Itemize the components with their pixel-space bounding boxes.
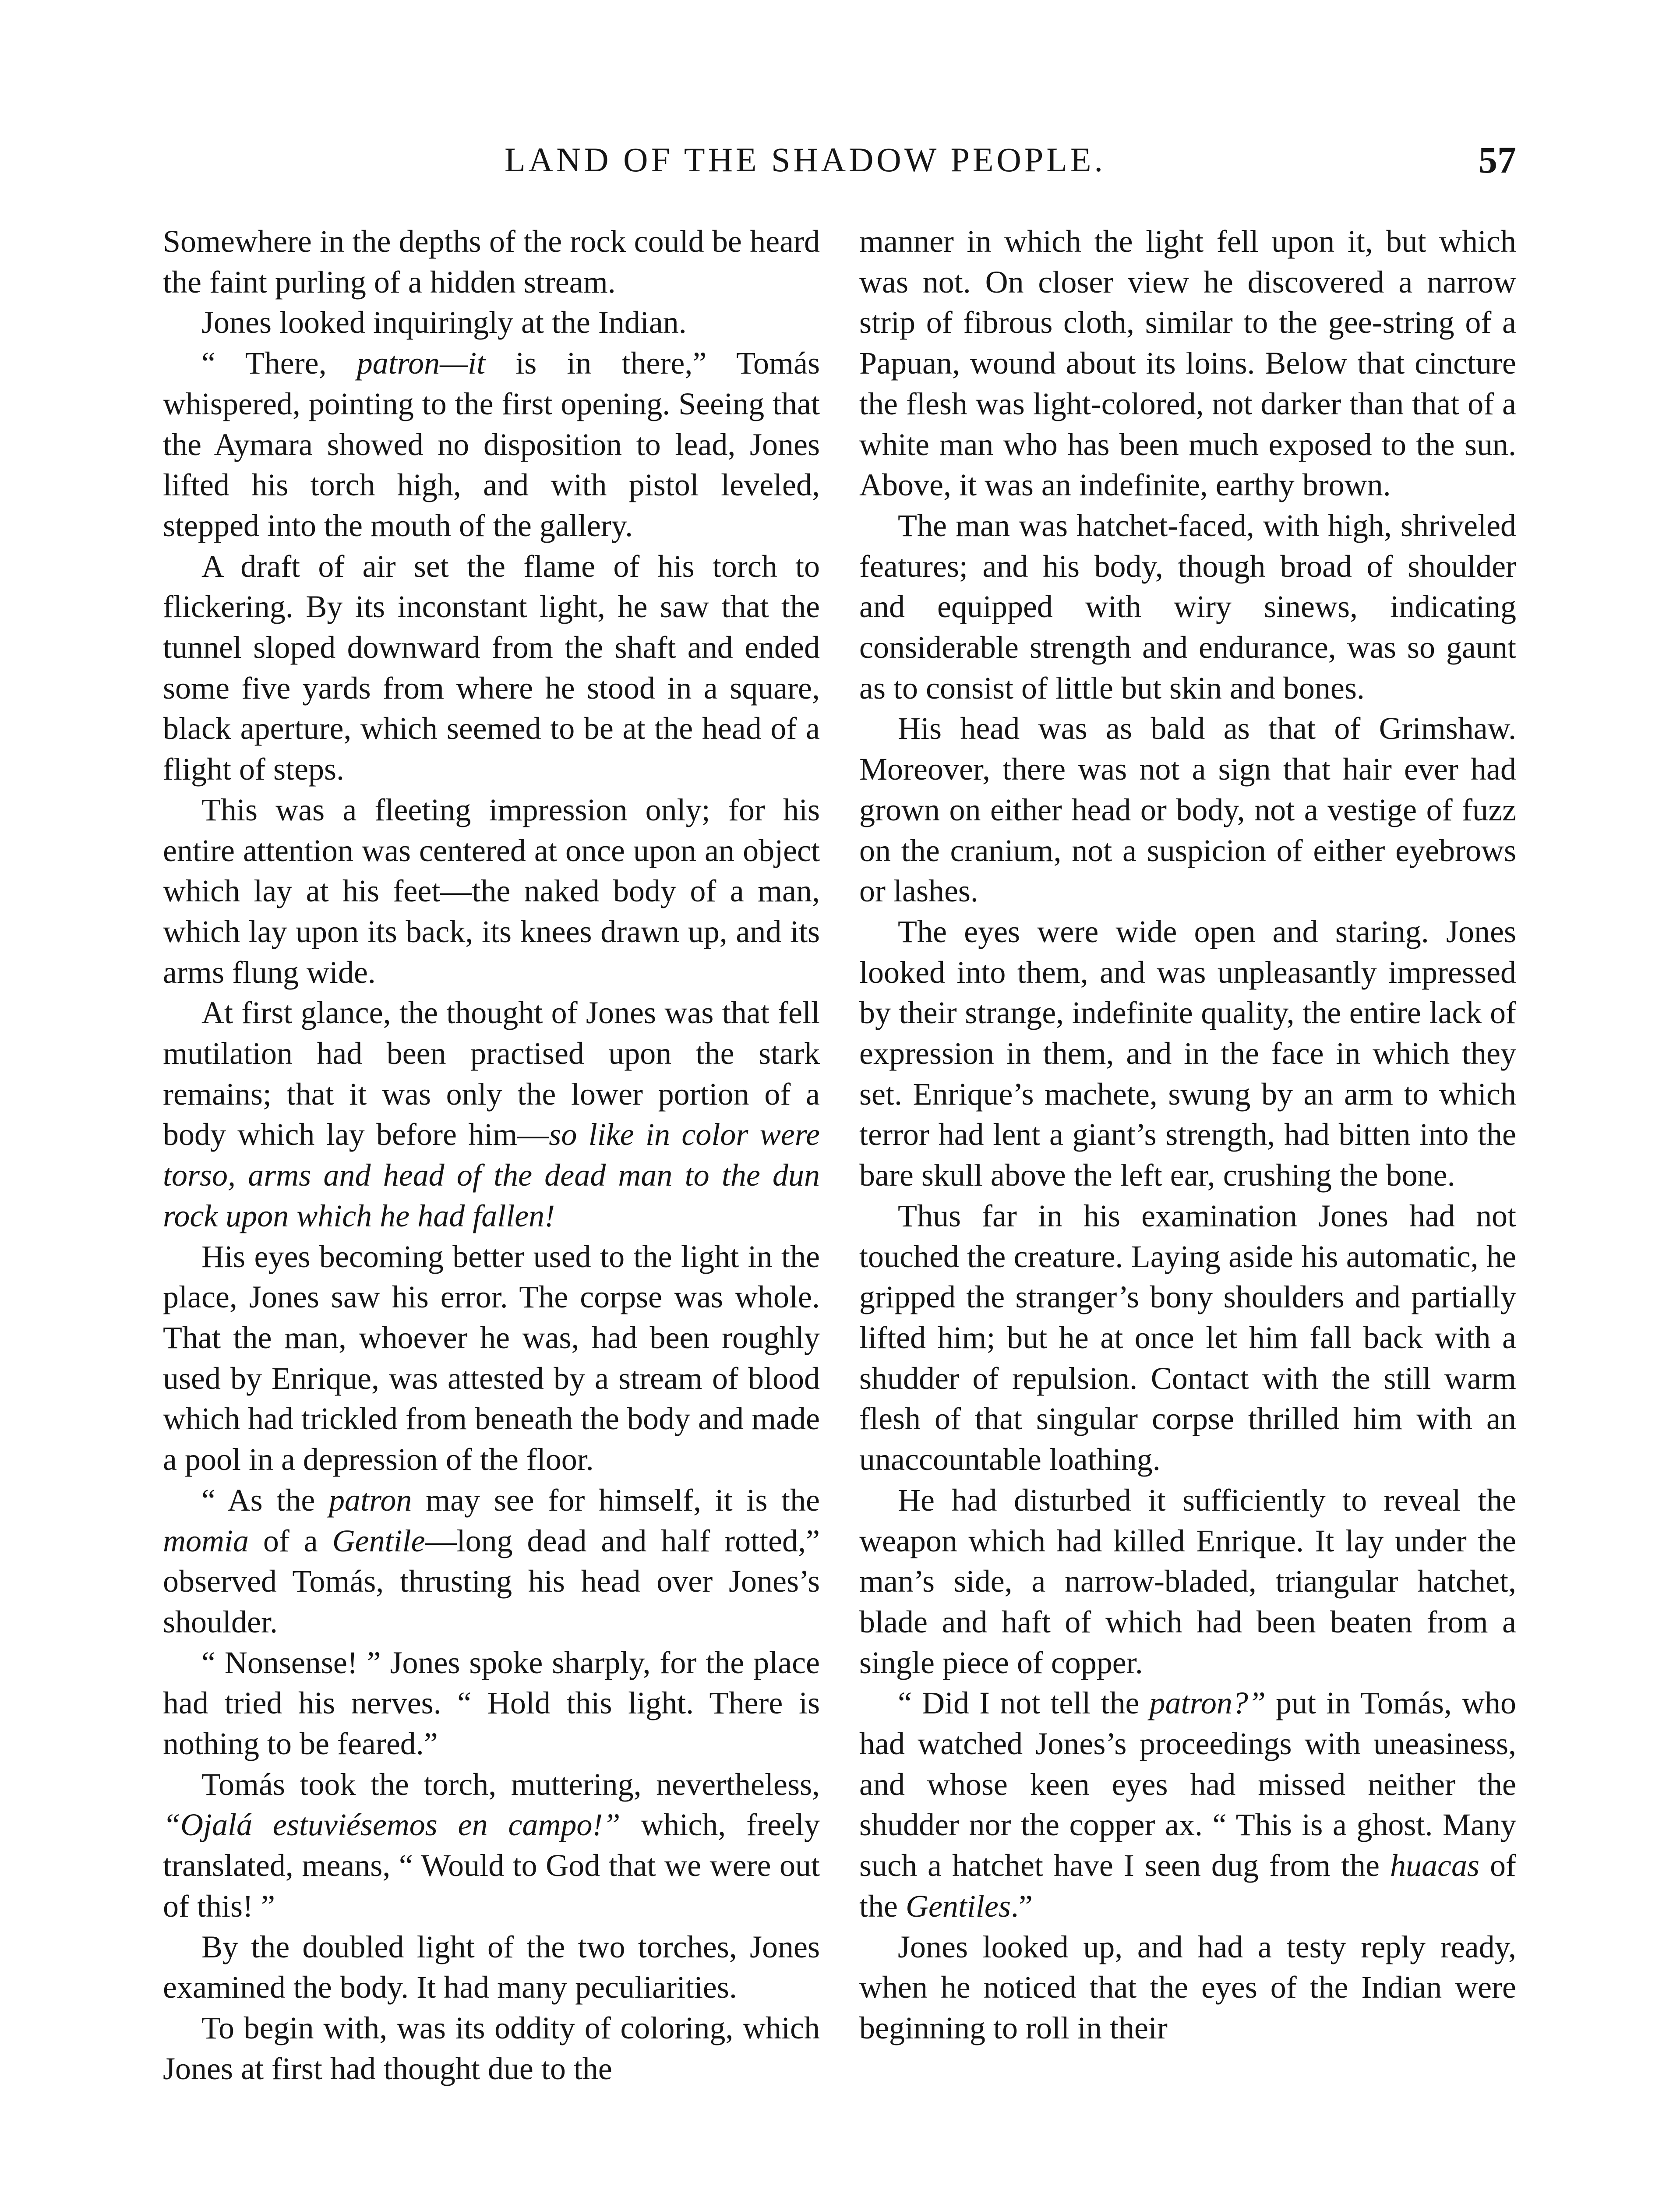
running-title: LAND OF THE SHADOW PEOPLE. [505, 141, 1106, 179]
text-run: At first glance, the thought of Jones was that fell mutilation had been practised upon the stark remains; that it was only the lower portion of a body which lay before him— [163, 995, 820, 1152]
italic-text: Gentile [332, 1523, 425, 1558]
paragraph [859, 1683, 1516, 1926]
paragraph: To begin with, was its oddity of coloring, which Jones at first had thought due to the [163, 2010, 820, 2086]
paragraph: The man was hatchet-faced, with high, shriveled features; and his body, though broad of shoulder and equipped with wiry sinews, indicating considerable strength and endurance, was so gaunt as to consist of little but skin and bones. [859, 508, 1516, 706]
paragraph: By the doubled light of the two torches, Jones examined the body. It had many peculiarities. [163, 1929, 820, 2005]
italic-text: Gentiles [905, 1888, 1011, 1924]
paragraph: Somewhere in the depths of the rock could be heard the faint purling of a hidden stream. [163, 224, 820, 300]
paragraph: “ Nonsense! ” Jones spoke sharply, for the place had tried his nerves. “ Hold this light. There is nothing to be feared.” [163, 1645, 820, 1762]
italic-text: patron [329, 1482, 412, 1518]
running-header [163, 134, 1516, 186]
text-run: may see for himself, it is the [412, 1482, 820, 1518]
paragraph: manner in which the light fell upon it, but which was not. On closer view he discovered a narrow strip of fibrous cloth, similar to the gee-string of a Papuan, wound about its loins. Below that cincture the flesh was light-colored, not darker than that of a white man who has been much exposed to the sun. Above, it was an indefinite, earthy brown. [859, 224, 1516, 503]
paragraph: The eyes were wide open and staring. Jones looked into them, and was unpleasantly impressed by their strange, indefinite quality, the entire lack of expression in them, and in the face in which they set. Enrique’s machete, swung by an arm to which terror had lent a giant’s strength, had bitten into the bare skull above the left ear, crushing the bone. [859, 914, 1516, 1193]
text-run: is in there,” Tomás whispered, pointing to the first opening. Seeing that the Aymara showed no disposition to lead, Jones lifted his torch high, and with pistol leveled, stepped into the mouth of the gallery. [163, 346, 820, 543]
text-run: “ Did I not tell the [898, 1685, 1150, 1721]
italic-text: so like in color were torso, arms and head of the dead man to the dun rock upon which he had fallen! [163, 1117, 820, 1233]
text-run: put in Tomás, who had watched Jones’s proceedings with uneasiness, and whose keen eyes had missed neither the shudder nor the copper ax. “ This is a ghost. Many such a hatchet have I seen dug from the [859, 1685, 1516, 1883]
paragraph: Jones looked inquiringly at the Indian. [201, 305, 687, 340]
italic-text: patron?” [1149, 1685, 1266, 1721]
text-run: Tomás took the torch, muttering, nevertheless, [201, 1766, 820, 1802]
italic-text: momia [163, 1523, 249, 1558]
text-run: of the [859, 1848, 1516, 1924]
paragraph [163, 993, 820, 1236]
text-run: “ As the [201, 1482, 329, 1518]
paragraph: A draft of air set the flame of his torch to flickering. By its inconstant light, he saw that the tunnel sloped downward from the shaft and ended some five yards from where he stood in a square, black aperture, which seemed to be at the head of a flight of steps. [163, 548, 820, 787]
text-run: —long dead and half rotted,” observed Tomás, thrusting his head over Jones’s shoulder. [163, 1523, 820, 1639]
paragraph: This was a fleeting impression only; for his entire attention was centered at once upon an object which lay at his feet—the naked body of a man, which lay upon its back, its knees drawn up, and its arms flung wide. [163, 792, 820, 990]
right-column [859, 221, 1516, 2049]
text-run: “ There, [201, 346, 357, 381]
paragraph [163, 1480, 820, 1642]
paragraph: Jones looked up, and had a testy reply ready, when he noticed that the eyes of the Indian were beginning to roll in their [859, 1929, 1516, 2045]
italic-text: “Ojalá estuviésemos en campo!” [163, 1807, 621, 1843]
text-run: .” [1010, 1888, 1033, 1924]
left-column [163, 221, 820, 2089]
italic-text: huacas [1390, 1848, 1479, 1883]
paragraph: His head was as bald as that of Grimshaw. Moreover, there was not a sign that hair ever had grown on either head or body, not a vestige of fuzz on the cranium, not a suspicion of either eyebrows or lashes. [859, 711, 1516, 909]
paragraph [163, 343, 820, 546]
paragraph: His eyes becoming better used to the light in the place, Jones saw his error. The corpse was whole. That the man, whoever he was, had been roughly used by Enrique, was attested by a stream of blood which had trickled from beneath the body and made a pool in a depression of the floor. [163, 1239, 820, 1477]
italic-text: patron—it [356, 346, 486, 381]
paragraph: Thus far in his examination Jones had not touched the creature. Laying aside his automatic, he gripped the stranger’s bony shoulders and partially lifted him; but he at once let him fall back with a shudder of repulsion. Contact with the still warm flesh of that singular corpse thrilled him with an unaccountable loathing. [859, 1198, 1516, 1477]
text-run: which, freely translated, means, “ Would to God that we were out of this! ” [163, 1807, 820, 1924]
page-number: 57 [1479, 139, 1516, 181]
text-run: of a [249, 1523, 332, 1558]
paragraph: He had disturbed it sufficiently to reveal the weapon which had killed Enrique. It lay under the man’s side, a narrow-bladed, triangular hatchet, blade and haft of which had been beaten from a single piece of copper. [859, 1482, 1516, 1680]
paragraph [163, 1764, 820, 1927]
